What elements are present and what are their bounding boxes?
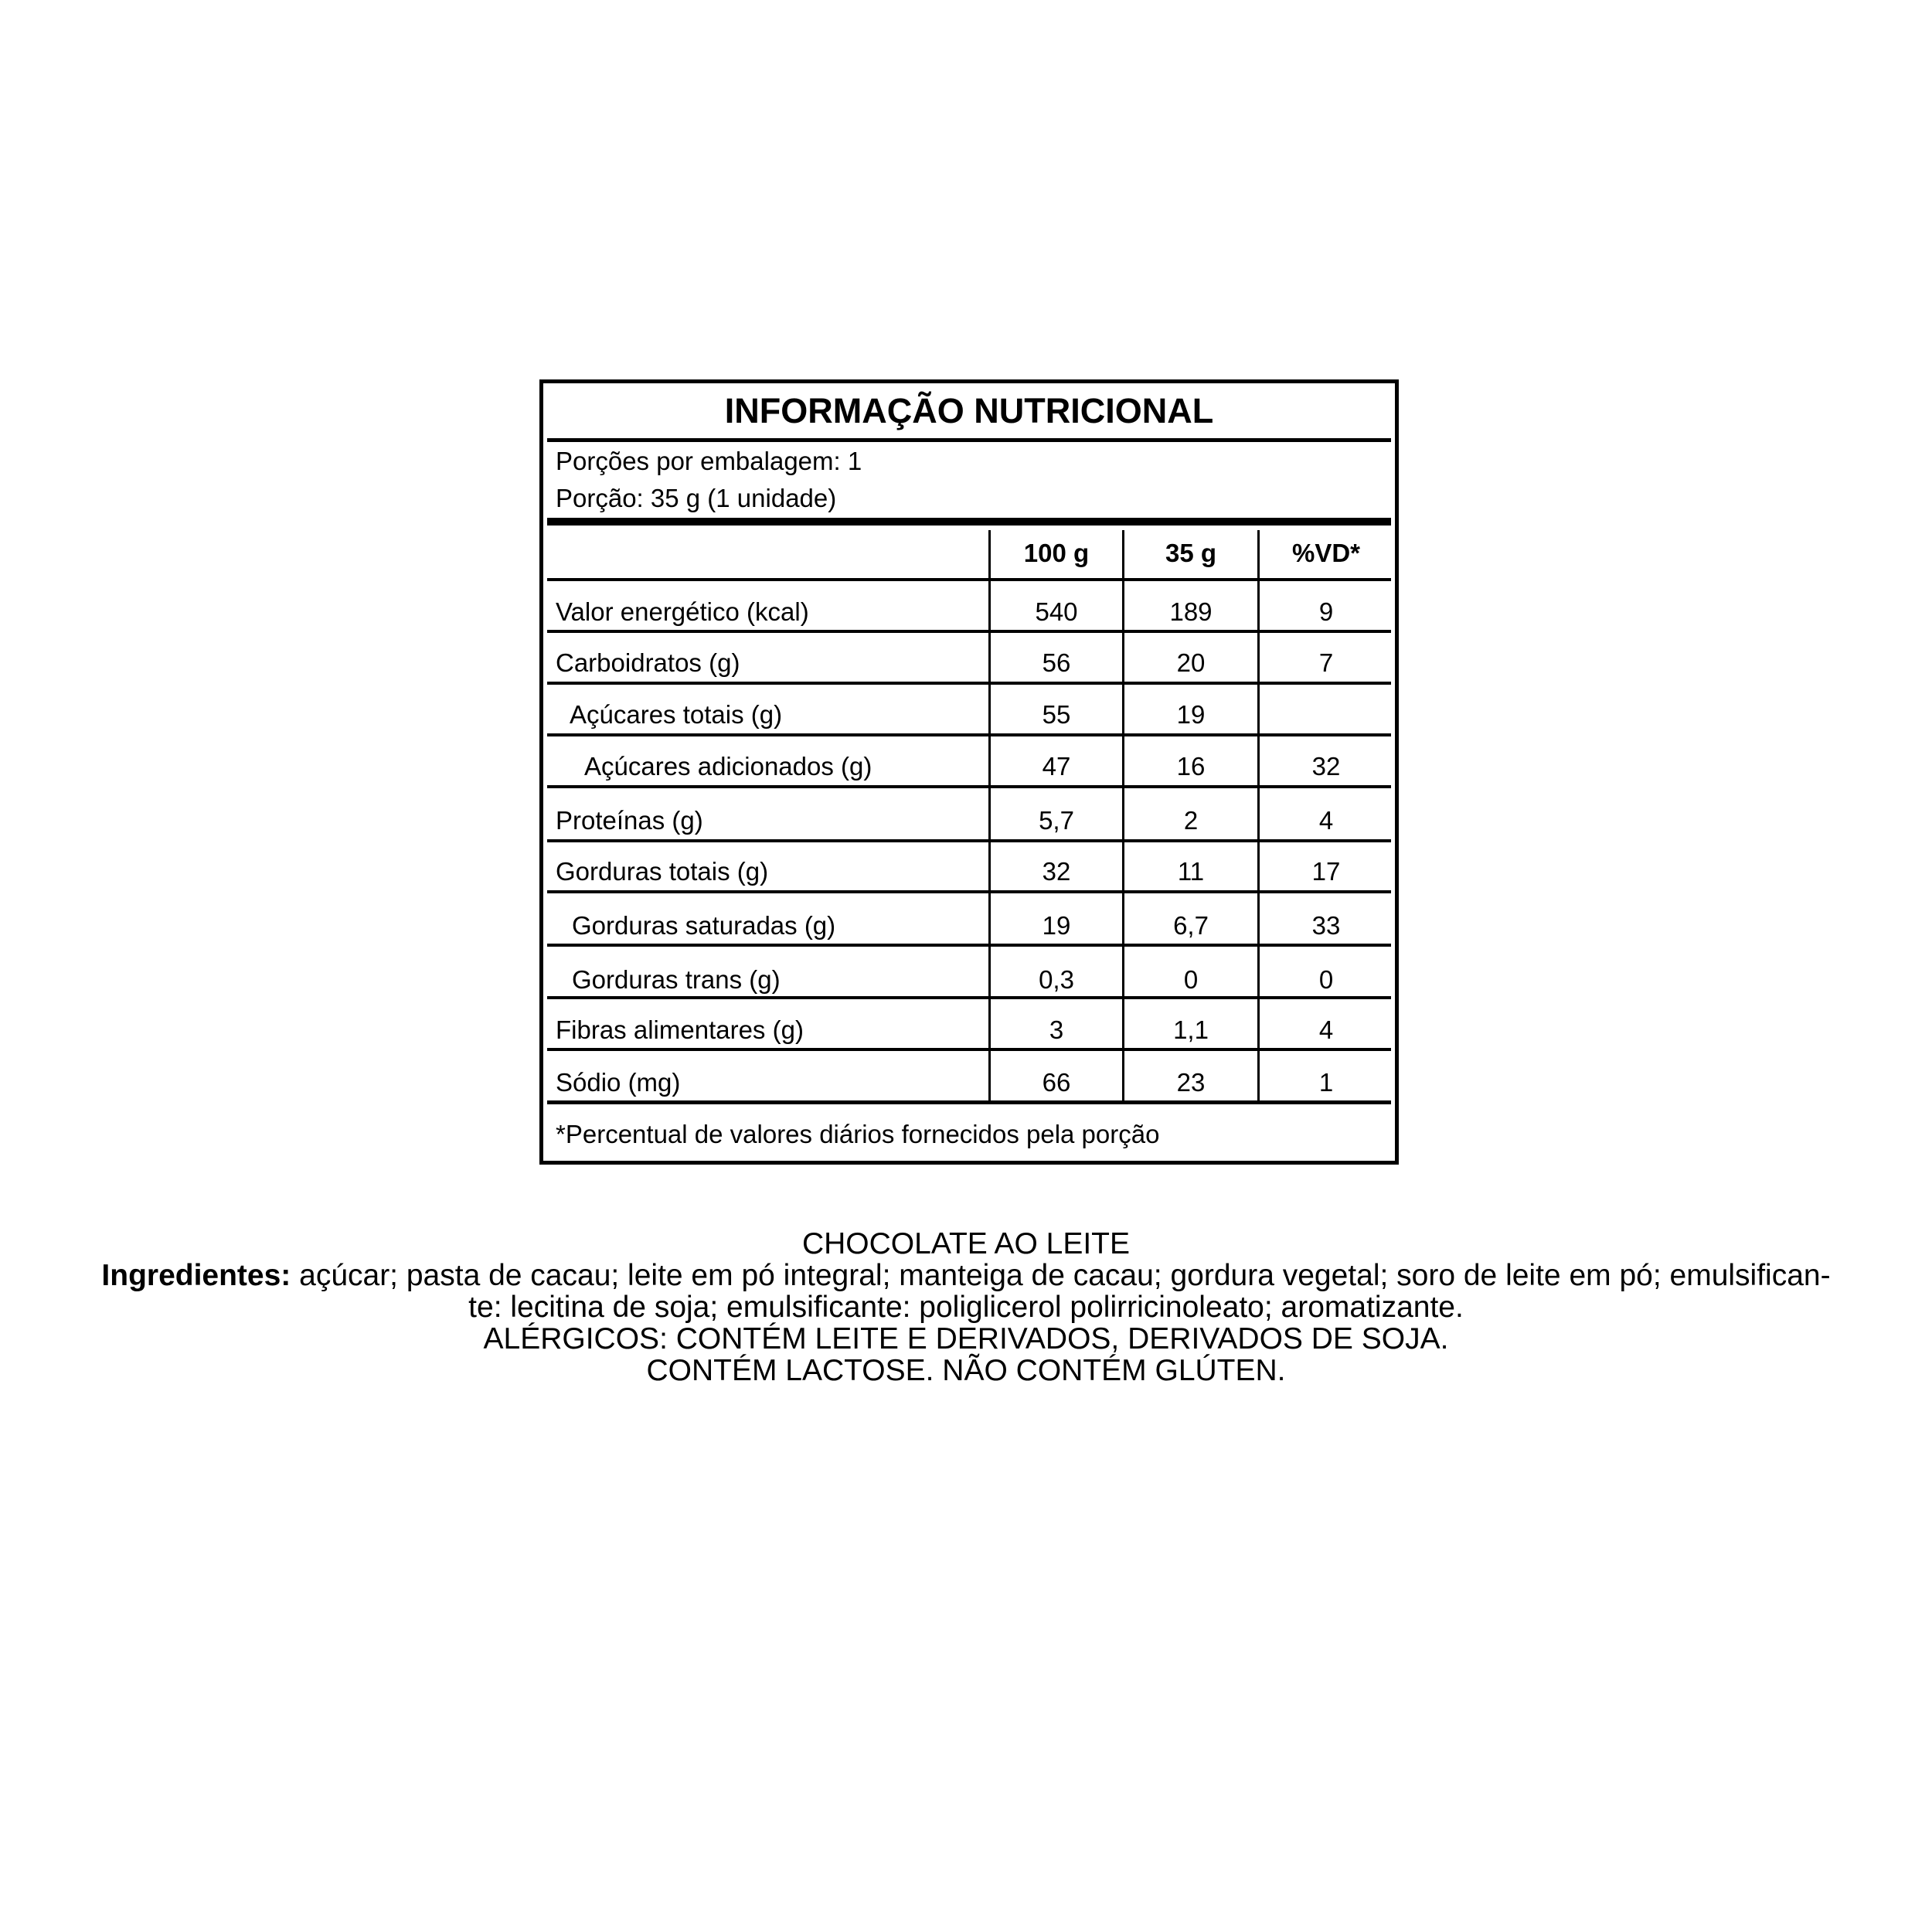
row-divider bbox=[547, 630, 1391, 633]
row-value-portion: 1,1 bbox=[1173, 1015, 1209, 1044]
row-label: Gorduras trans (g) bbox=[572, 965, 781, 994]
ingredients-text-continued: te: lecitina de soja; emulsificante: poliglicerol polirricinoleato; aromatizante. bbox=[468, 1291, 1464, 1324]
row-value-portion: 189 bbox=[1169, 597, 1213, 626]
row-label: Gorduras saturadas (g) bbox=[572, 911, 836, 940]
ingredients-line-1 bbox=[0, 1260, 1932, 1291]
row-divider bbox=[547, 944, 1391, 947]
row-divider bbox=[547, 785, 1391, 788]
row-value-portion: 6,7 bbox=[1173, 911, 1209, 940]
row-value-portion: 19 bbox=[1176, 700, 1206, 729]
row-label: Açúcares totais (g) bbox=[570, 700, 783, 729]
ingredients-line-2 bbox=[0, 1291, 1932, 1323]
row-value-100g: 0,3 bbox=[1039, 965, 1074, 994]
row-value-daily-value: 32 bbox=[1311, 752, 1341, 781]
product-name-text: CHOCOLATE AO LEITE bbox=[801, 1227, 1131, 1260]
row-label: Fibras alimentares (g) bbox=[556, 1015, 804, 1044]
row-value-daily-value: 0 bbox=[1318, 965, 1334, 994]
row-label: Carboidratos (g) bbox=[556, 648, 740, 677]
header-divider bbox=[547, 578, 1391, 581]
ingredients-label: Ingredientes: bbox=[101, 1259, 291, 1292]
row-value-daily-value: 4 bbox=[1318, 806, 1334, 835]
row-value-daily-value: 33 bbox=[1311, 911, 1341, 940]
servings-per-package: Porções por embalagem: 1 bbox=[556, 447, 862, 475]
row-label: Açúcares adicionados (g) bbox=[584, 752, 872, 781]
row-value-daily-value: 17 bbox=[1311, 857, 1341, 886]
row-value-portion: 0 bbox=[1183, 965, 1199, 994]
row-label: Sódio (mg) bbox=[556, 1068, 681, 1097]
row-value-100g: 19 bbox=[1042, 911, 1071, 940]
row-value-portion: 20 bbox=[1176, 648, 1206, 677]
row-value-100g: 47 bbox=[1042, 752, 1071, 781]
product-name bbox=[0, 1228, 1932, 1260]
row-label: Gorduras totais (g) bbox=[556, 857, 769, 886]
row-value-100g: 56 bbox=[1042, 648, 1071, 677]
panel-title: INFORMAÇÃO NUTRICIONAL bbox=[724, 391, 1214, 430]
nutrition-facts-panel bbox=[539, 379, 1399, 1165]
allergens-statement bbox=[0, 1323, 1932, 1355]
column-header-daily-value: %VD* bbox=[1291, 539, 1361, 567]
row-divider bbox=[547, 839, 1391, 842]
row-label: Valor energético (kcal) bbox=[556, 597, 809, 626]
column-header-100g: 100 g bbox=[1023, 539, 1090, 567]
table-bottom-divider bbox=[547, 1100, 1391, 1104]
row-value-100g: 5,7 bbox=[1039, 806, 1074, 835]
row-label: Proteínas (g) bbox=[556, 806, 703, 835]
row-value-portion: 2 bbox=[1183, 806, 1199, 835]
row-value-portion: 16 bbox=[1176, 752, 1206, 781]
ingredients-text: açúcar; pasta de cacau; leite em pó integral; manteiga de cacau; gordura vegetal; soro de leite em pó; emulsifican- bbox=[299, 1259, 1831, 1292]
row-value-portion: 11 bbox=[1177, 857, 1205, 886]
serving-size: Porção: 35 g (1 unidade) bbox=[556, 484, 837, 512]
serving-divider bbox=[547, 518, 1391, 526]
row-divider bbox=[547, 682, 1391, 685]
row-value-daily-value: 4 bbox=[1318, 1015, 1334, 1044]
row-value-100g: 540 bbox=[1035, 597, 1078, 626]
row-value-100g: 32 bbox=[1042, 857, 1071, 886]
row-divider bbox=[547, 733, 1391, 736]
lactose-gluten-statement bbox=[0, 1355, 1932, 1386]
row-value-daily-value: 9 bbox=[1318, 597, 1334, 626]
title-divider bbox=[547, 438, 1391, 442]
row-value-daily-value: 1 bbox=[1318, 1068, 1334, 1097]
row-value-portion: 23 bbox=[1176, 1068, 1206, 1097]
row-value-100g: 66 bbox=[1042, 1068, 1071, 1097]
row-value-100g: 55 bbox=[1042, 700, 1071, 729]
row-divider bbox=[547, 1048, 1391, 1051]
row-value-100g: 3 bbox=[1049, 1015, 1064, 1044]
daily-value-footnote: *Percentual de valores diários fornecidos pela porção bbox=[556, 1120, 1160, 1148]
lactose-gluten-text: CONTÉM LACTOSE. NÃO CONTÉM GLÚTEN. bbox=[646, 1354, 1286, 1387]
column-header-portion: 35 g bbox=[1165, 539, 1217, 567]
row-value-daily-value: 7 bbox=[1318, 648, 1334, 677]
row-divider bbox=[547, 996, 1391, 999]
row-divider bbox=[547, 890, 1391, 893]
allergens-text: ALÉRGICOS: CONTÉM LEITE E DERIVADOS, DERIVADOS DE SOJA. bbox=[483, 1322, 1449, 1355]
